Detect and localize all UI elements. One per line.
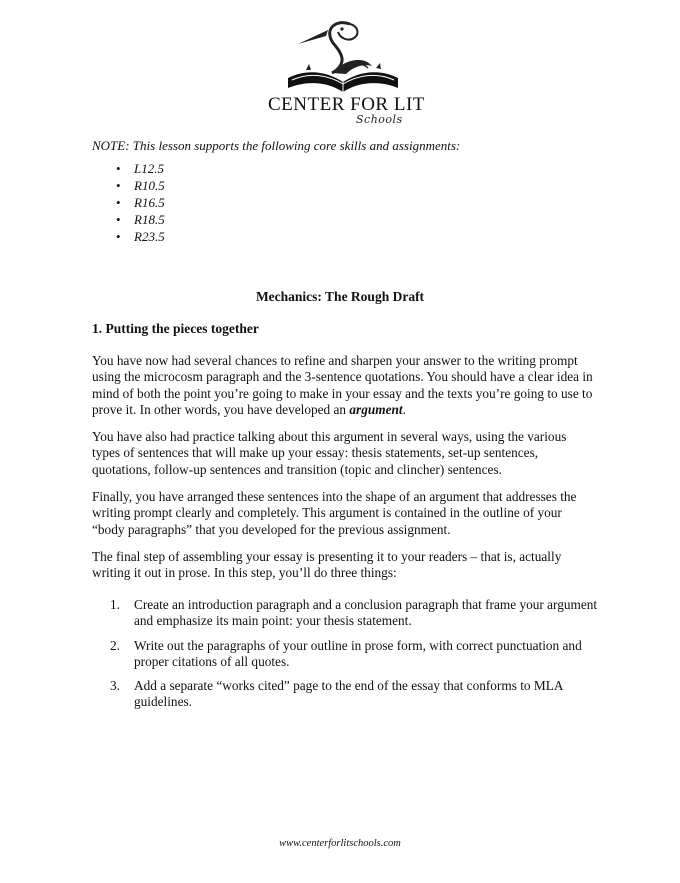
paragraph-final-step: The final step of assembling your essay is presenting it to your readers – that is, actually writing it out in prose. In this step, you’ll do three things: [92, 549, 562, 581]
step-text: Create an introduction paragraph and a conclusion paragraph that frame your argument and emphasize its main point: your thesis statement. [134, 597, 598, 629]
skill-item [116, 194, 165, 211]
bullet: • [116, 229, 121, 244]
emphasis-argument: argument [349, 401, 403, 417]
step-item [110, 638, 600, 671]
pelican-on-open-book-icon [268, 18, 418, 98]
paragraph-outline: Finally, you have arranged these sentences into the shape of an argument that addresses the writing prompt clearly and completely. This argument is contained in the outline of your “body paragraphs” that you developed for the previous assignment. [92, 489, 577, 537]
step-item [110, 597, 600, 630]
steps-list [110, 597, 600, 711]
section-title: 1. Putting the pieces together [92, 321, 259, 336]
paragraph-sentence-types: You have also had practice talking about this argument in several ways, using the various types of sentences that will make up your essay: thesis statements, set-up sentences, quotations, follow-up sentences and transition (topic and clincher) sentences. [92, 429, 567, 477]
logo-title: CENTER FOR LIT [268, 94, 425, 115]
skill-code: L12.5 [134, 161, 164, 176]
paragraph-text: . [402, 401, 406, 417]
step-number: 3. [110, 678, 120, 694]
footer-url: www.centerforlitschools.com [279, 838, 401, 849]
skill-code: R10.5 [134, 178, 165, 193]
skill-item [116, 177, 165, 194]
bullet: • [116, 161, 121, 176]
paragraph-text: You have now had several chances to refine and sharpen your answer to the writing prompt using the microcosm paragraph and the 3-sentence quotations. You should have a clear idea in mind of both the point you’re going to make in your essay and the texts you’re going to use to prove it. In other words, you have developed an [92, 353, 593, 417]
lesson-note: NOTE: This lesson supports the following core skills and assignments: [92, 138, 461, 153]
logo-subtitle: Schools [356, 113, 403, 126]
bullet: • [116, 195, 121, 210]
skill-item [116, 228, 165, 245]
step-text: Write out the paragraphs of your outline in prose form, with correct punctuation and proper citations of all quotes. [134, 637, 582, 669]
step-item [110, 678, 600, 711]
skill-item [116, 160, 165, 177]
step-number: 1. [110, 597, 120, 612]
bullet: • [116, 212, 121, 227]
step-number: 2. [110, 637, 120, 653]
paragraph-argument [92, 353, 597, 418]
skill-code: R16.5 [134, 195, 165, 210]
center-for-lit-logo [268, 18, 425, 126]
skill-code: R23.5 [134, 229, 165, 244]
skill-item [116, 211, 165, 228]
step-text: Add a separate “works cited” page to the end of the essay that conforms to MLA guidelines. [134, 678, 563, 710]
bullet: • [116, 178, 121, 193]
page-heading: Mechanics: The Rough Draft [255, 289, 425, 304]
skill-code: R18.5 [134, 212, 165, 227]
skills-list [116, 160, 165, 245]
